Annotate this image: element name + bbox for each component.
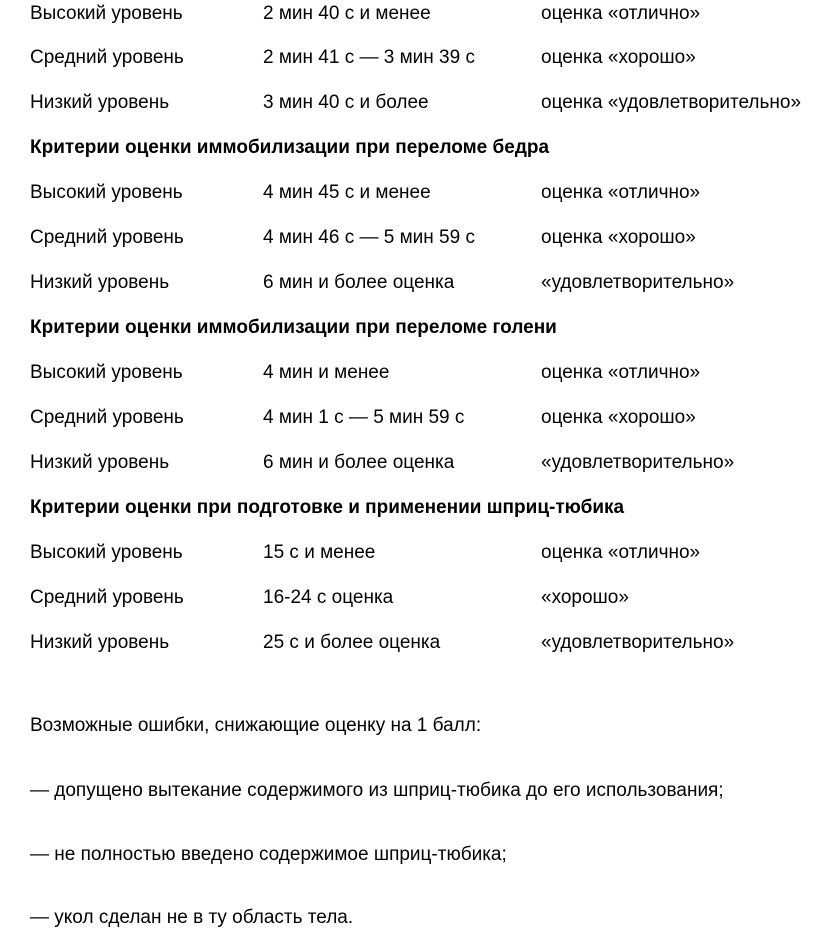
time-cell: 15 с и менее	[263, 542, 376, 563]
grade-cell: «хорошо»	[541, 587, 629, 608]
time-cell: 2 мин 40 с и менее	[263, 3, 431, 24]
level-cell: Средний уровень	[30, 47, 184, 68]
level-cell: Средний уровень	[30, 407, 184, 428]
level-cell: Средний уровень	[30, 227, 184, 248]
grade-cell: оценка «отлично»	[541, 182, 701, 203]
level-cell: Низкий уровень	[30, 452, 170, 473]
time-cell: 4 мин 46 с — 5 мин 59 с	[263, 227, 475, 248]
grade-cell: оценка «хорошо»	[541, 227, 696, 248]
error-item: — не полностью введено содержимое шприц-тюбика;	[30, 844, 507, 865]
grade-cell: оценка «удовлетворительно»	[541, 92, 802, 113]
grade-cell: «удовлетворительно»	[541, 632, 735, 653]
section-heading: Критерии оценки иммобилизации при переломе голени	[30, 317, 557, 338]
grade-cell: оценка «отлично»	[541, 542, 701, 563]
level-cell: Средний уровень	[30, 587, 184, 608]
grade-cell: оценка «хорошо»	[541, 47, 696, 68]
grade-cell: оценка «отлично»	[541, 362, 701, 383]
time-cell: 6 мин и более оценка	[263, 272, 455, 293]
section-heading: Критерии оценки иммобилизации при переломе бедра	[30, 137, 550, 158]
time-cell: 6 мин и более оценка	[263, 452, 455, 473]
level-cell: Низкий уровень	[30, 92, 170, 113]
error-item: — укол сделан не в ту область тела.	[30, 907, 354, 928]
time-cell: 16-24 с оценка	[263, 587, 394, 608]
level-cell: Высокий уровень	[30, 3, 183, 24]
level-cell: Высокий уровень	[30, 182, 183, 203]
time-cell: 4 мин 45 с и менее	[263, 182, 431, 203]
time-cell: 4 мин и менее	[263, 362, 390, 383]
grade-cell: оценка «хорошо»	[541, 407, 696, 428]
time-cell: 25 с и более оценка	[263, 632, 441, 653]
level-cell: Низкий уровень	[30, 632, 170, 653]
grade-cell: оценка «отлично»	[541, 3, 701, 24]
grade-cell: «удовлетворительно»	[541, 452, 735, 473]
time-cell: 2 мин 41 с — 3 мин 39 с	[263, 47, 475, 68]
time-cell: 3 мин 40 с и более	[263, 92, 429, 113]
time-cell: 4 мин 1 с — 5 мин 59 с	[263, 407, 465, 428]
errors-intro: Возможные ошибки, снижающие оценку на 1 балл:	[30, 715, 482, 736]
section-heading: Критерии оценки при подготовке и применении шприц-тюбика	[30, 497, 625, 518]
level-cell: Высокий уровень	[30, 542, 183, 563]
grade-cell: «удовлетворительно»	[541, 272, 735, 293]
level-cell: Низкий уровень	[30, 272, 170, 293]
error-item: — допущено вытекание содержимого из шприц-тюбика до его использования;	[30, 780, 724, 801]
level-cell: Высокий уровень	[30, 362, 183, 383]
